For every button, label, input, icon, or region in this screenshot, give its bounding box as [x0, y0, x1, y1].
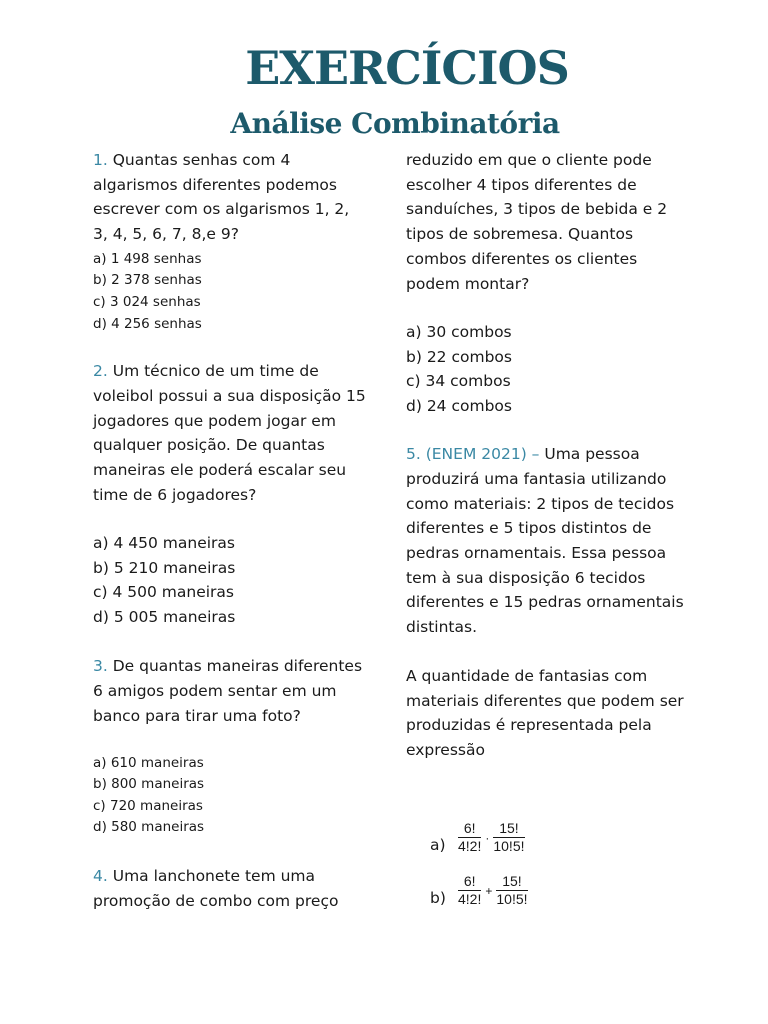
plus-operator: +: [485, 883, 493, 898]
question-2-options: [93, 531, 368, 629]
fraction-6-over-4-2: $\frac{6!}{4!2!}$: [458, 873, 482, 907]
question-2-number: 2.: [93, 362, 108, 381]
question-4-text-start: 4. Uma lanchonete tem uma promoção de combo com preço: [93, 866, 339, 910]
question-4-option-c: c) 34 combos: [406, 372, 511, 391]
question-1-option-b: b) 2 378 senhas: [93, 272, 202, 289]
question-5-option-a: [430, 820, 525, 855]
option-b-letter: b): [430, 888, 446, 907]
question-1-text: 1. Quantas senhas com 4 algarismos diferentes podemos escrever com os algarismos 1, 2, 3, 4, 5, 6, 7, 8,e 9?: [93, 151, 350, 244]
question-5-text-2: A quantidade de fantasias com materiais diferentes que podem ser produzidas é representada pela expressão: [406, 666, 684, 759]
question-2-option-a: a) 4 450 maneiras: [93, 534, 235, 553]
option-a-letter: a): [430, 835, 446, 854]
question-3-number: 3.: [93, 657, 108, 676]
page-title: EXERCÍCIOS: [245, 41, 569, 95]
left-column: [93, 148, 368, 913]
fraction-15-over-10-5: $\frac{15!}{10!5!}$: [493, 820, 525, 854]
question-2-text: 2. Um técnico de um time de voleibol possui a sua disposição 15 jogadores que podem jogar em qualquer posição. De quantas maneiras ele poderá escalar seu time de 6 jogadores?: [93, 362, 366, 504]
fraction-15-over-10-5: $\frac{15!}{10!5!}$: [496, 873, 528, 907]
question-3-text: 3. De quantas maneiras diferentes 6 amigos podem sentar em um banco para tirar uma foto?: [93, 657, 363, 725]
question-1-number: 1.: [93, 151, 108, 169]
question-4-options: [406, 320, 686, 418]
question-1-option-a: a) 1 498 senhas: [93, 250, 202, 267]
question-2-option-c: c) 4 500 maneiras: [93, 583, 235, 602]
page-subtitle: Análise Combinatória: [230, 107, 560, 140]
question-3-option-d: d) 580 maneiras: [93, 819, 205, 836]
question-4-option-a: a) 30 combos: [406, 323, 512, 342]
question-5-number: 5. (ENEM 2021) –: [406, 445, 540, 464]
question-5-text: 5. (ENEM 2021) – Uma pessoa produzirá uma fantasia utilizando como materiais: 2 tipos de tecidos diferentes e 5 tipos distintos de pedras ornamentais. Essa pessoa tem à sua disposição 6 tecidos diferentes e 15 pedras ornamentais distintas.: [406, 445, 684, 637]
question-5-option-b: [430, 873, 528, 908]
question-2-option-b: b) 5 210 maneiras: [93, 558, 236, 577]
question-4-option-b: b) 22 combos: [406, 347, 512, 366]
question-1-option-c: c) 3 024 senhas: [93, 294, 201, 310]
question-3-option-b: b) 800 maneiras: [93, 776, 205, 793]
question-3-option-c: c) 720 maneiras: [93, 797, 203, 814]
question-1-option-d: d) 4 256 senhas: [93, 315, 202, 332]
right-column: [406, 148, 686, 763]
question-3-option-a: a) 610 maneiras: [93, 754, 204, 771]
question-1-options: [93, 249, 368, 335]
question-4-text-continued: reduzido em que o cliente pode escolher 4 tipos diferentes de sanduíches, 3 tipos de bebida e 2 tipos de sobremesa. Quantos combos diferentes os clientes podem montar?: [406, 151, 668, 293]
question-2-option-d: d) 5 005 maneiras: [93, 607, 236, 626]
multiply-operator: ·: [485, 830, 490, 845]
question-3-options: [93, 753, 368, 839]
question-4-number: 4.: [93, 866, 108, 885]
question-4-option-d: d) 24 combos: [406, 396, 512, 415]
fraction-6-over-4-2: $\frac{6!}{4!2!}$: [458, 820, 482, 854]
